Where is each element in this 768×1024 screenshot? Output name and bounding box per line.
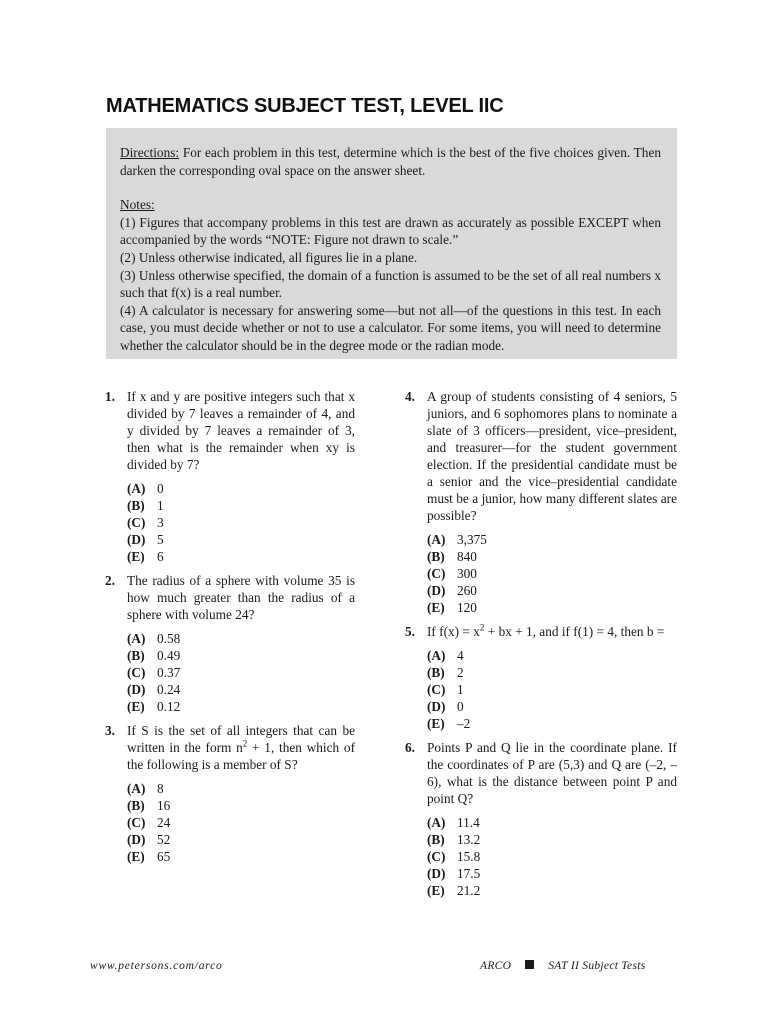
choice-letter: (B): [127, 498, 145, 513]
choices-4: [427, 531, 677, 616]
answer-choice[interactable]: [427, 664, 677, 681]
choice-text: 0: [457, 699, 464, 714]
choice-letter: (C): [427, 566, 446, 581]
choice-letter: (A): [427, 815, 446, 830]
choice-letter: (C): [427, 682, 446, 697]
answer-choice[interactable]: [427, 814, 677, 831]
choice-text: 65: [157, 849, 171, 864]
choice-text: 0.49: [157, 648, 181, 663]
answer-choice[interactable]: [427, 715, 677, 732]
choice-letter: (A): [127, 781, 146, 796]
answer-choice[interactable]: [127, 664, 355, 681]
answer-choice[interactable]: [427, 565, 677, 582]
question-stem: [427, 623, 677, 640]
answer-choice[interactable]: [127, 698, 355, 715]
footer-publisher: ARCO: [480, 960, 512, 972]
choice-letter: (C): [127, 665, 146, 680]
right-column: [405, 388, 677, 906]
choice-text: 260: [457, 583, 477, 598]
choice-letter: (E): [427, 600, 445, 615]
choice-letter: (E): [427, 716, 445, 731]
choice-text: 16: [157, 798, 171, 813]
answer-choice[interactable]: [127, 480, 355, 497]
question-stem: The radius of a sphere with volume 35 is how much greater than the radius of a sphere with volume 24?: [127, 573, 355, 622]
note-item: (2) Unless otherwise indicated, all figures lie in a plane.: [120, 249, 418, 265]
answer-choice[interactable]: [427, 698, 677, 715]
choice-text: 1: [457, 682, 464, 697]
directions-text: For each problem in this test, determine which is the best of the five choices given. Then darken the corresponding oval space on the answer sheet.: [120, 145, 661, 178]
choices-5: [427, 647, 677, 732]
note-item: (3) Unless otherwise specified, the domain of a function is assumed to be the set of all real numbers x such that f(x) is a real number.: [120, 267, 661, 301]
question-number: 3.: [105, 723, 115, 738]
question-5: [405, 623, 677, 640]
answer-choice[interactable]: [127, 647, 355, 664]
answer-choice[interactable]: [127, 630, 355, 647]
answer-choice[interactable]: [427, 582, 677, 599]
choice-letter: (C): [127, 515, 146, 530]
choices-1: [127, 480, 355, 565]
choice-text: 0: [157, 481, 164, 496]
choice-letter: (A): [127, 481, 146, 496]
choice-text: 15.8: [457, 849, 481, 864]
left-column: [105, 388, 355, 872]
choice-letter: (B): [427, 665, 445, 680]
choice-letter: (D): [127, 682, 146, 697]
choices-3: [127, 780, 355, 865]
choice-letter: (B): [427, 549, 445, 564]
choice-text: 6: [157, 549, 164, 564]
question-1: [105, 388, 355, 473]
choice-letter: (B): [127, 798, 145, 813]
footer-series: [480, 960, 646, 972]
answer-choice[interactable]: [427, 548, 677, 565]
answer-choice[interactable]: [127, 797, 355, 814]
question-number: 5.: [405, 624, 415, 639]
choice-text: 300: [457, 566, 477, 581]
choice-text: 3,375: [457, 532, 487, 547]
choice-text: 24: [157, 815, 171, 830]
choice-letter: (E): [127, 699, 145, 714]
notes-body: [172, 196, 661, 214]
exponent: 2: [479, 622, 485, 633]
question-number: 6.: [405, 740, 415, 755]
answer-choice[interactable]: [127, 681, 355, 698]
question-6: [405, 739, 677, 807]
answer-choice[interactable]: [127, 531, 355, 548]
choices-6: [427, 814, 677, 899]
question-stem: [127, 722, 355, 773]
choice-letter: (B): [127, 648, 145, 663]
choice-text: 3: [157, 515, 164, 530]
choice-letter: (D): [427, 699, 446, 714]
question-3: [105, 722, 355, 773]
stem-part: + bx + 1, and if f(1) = 4, then b =: [484, 624, 665, 639]
notes: [120, 196, 661, 214]
exponent: 2: [242, 738, 248, 749]
choice-text: 5: [157, 532, 164, 547]
choice-text: 0.24: [157, 682, 181, 697]
choice-letter: (E): [127, 849, 145, 864]
question-number: 1.: [105, 389, 115, 404]
stem-part: + 1, then which of the following is a member of S?: [127, 740, 356, 772]
note-item: (1) Figures that accompany problems in this test are drawn as accurately as possible EXCEPT when accompanied by the words “NOTE: Figure not drawn to scale.”: [120, 214, 661, 248]
choice-text: 11.4: [457, 815, 480, 830]
answer-choice[interactable]: [427, 865, 677, 882]
choice-letter: (A): [427, 648, 446, 663]
question-number: 2.: [105, 573, 115, 588]
answer-choice[interactable]: [427, 599, 677, 616]
choice-letter: (A): [127, 631, 146, 646]
question-2: [105, 572, 355, 623]
choice-text: 4: [457, 648, 464, 663]
choice-text: 0.37: [157, 665, 181, 680]
notes-label: Notes:: [120, 197, 155, 213]
page-title: MATHEMATICS SUBJECT TEST, LEVEL IIC: [106, 95, 504, 117]
choice-letter: (D): [127, 532, 146, 547]
choice-letter: (A): [427, 532, 446, 547]
answer-choice[interactable]: [427, 848, 677, 865]
answer-choice[interactable]: [427, 647, 677, 664]
choice-text: 17.5: [457, 866, 481, 881]
question-4: [405, 388, 677, 524]
note-item: (4) A calculator is necessary for answering some—but not all—of the questions in this test. In each case, you must decide whether or not to use a calculator. For some items, you will need to determine whether the calculator should be in the degree mode or the radian mode.: [120, 302, 661, 353]
choice-letter: (C): [127, 815, 146, 830]
choice-text: 52: [157, 832, 171, 847]
answer-choice[interactable]: [427, 882, 677, 899]
choice-text: 1: [157, 498, 164, 513]
answer-choice[interactable]: [127, 814, 355, 831]
choice-letter: (D): [427, 866, 446, 881]
choice-text: 120: [457, 600, 477, 615]
choice-letter: (D): [127, 832, 146, 847]
answer-choice[interactable]: [427, 531, 677, 548]
square-bullet-icon: [525, 960, 534, 969]
choice-text: 2: [457, 665, 464, 680]
choices-2: [127, 630, 355, 715]
choice-letter: (D): [427, 583, 446, 598]
answer-choice[interactable]: [127, 497, 355, 514]
question-number: 4.: [405, 389, 415, 404]
footer-series-title: SAT II Subject Tests: [548, 960, 646, 972]
directions-box: [106, 128, 677, 359]
choice-text: 21.2: [457, 883, 481, 898]
choice-text: 8: [157, 781, 164, 796]
stem-part: If S is the set of all integers that can be written in the form n: [127, 723, 355, 755]
choice-text: 13.2: [457, 832, 481, 847]
stem-part: If f(x) = x: [427, 624, 480, 639]
choice-text: 840: [457, 549, 477, 564]
directions-label: Directions:: [120, 145, 180, 160]
choice-text: –2: [457, 716, 471, 731]
answer-choice[interactable]: [427, 831, 677, 848]
choice-letter: (E): [427, 883, 445, 898]
answer-choice[interactable]: [127, 514, 355, 531]
answer-choice[interactable]: [127, 780, 355, 797]
footer-url[interactable]: www.petersons.com/arco: [90, 960, 223, 972]
directions: [120, 144, 661, 179]
choice-letter: (E): [127, 549, 145, 564]
question-stem: If x and y are positive integers such that x divided by 7 leaves a remainder of 4, and y divided by 7 leaves a remainder of 3, then what is the remainder when xy is divided by 7?: [127, 389, 355, 472]
choice-text: 0.12: [157, 699, 181, 714]
answer-choice[interactable]: [427, 681, 677, 698]
choice-text: 0.58: [157, 631, 181, 646]
answer-choice[interactable]: [127, 848, 355, 865]
question-stem: Points P and Q lie in the coordinate plane. If the coordinates of P are (5,3) and Q are (–2, –6), what is the distance between point P and point Q?: [427, 740, 677, 806]
answer-choice[interactable]: [127, 831, 355, 848]
choice-letter: (C): [427, 849, 446, 864]
answer-choice[interactable]: [127, 548, 355, 565]
choice-letter: (B): [427, 832, 445, 847]
question-stem: A group of students consisting of 4 seniors, 5 juniors, and 6 sophomores plans to nominate a slate of 3 officers—president, vice–president, and treasurer—for the student government election. If the presidential candidate must be a senior and the vice–presidential candidate must be a junior, how many different slates are possible?: [427, 389, 677, 523]
